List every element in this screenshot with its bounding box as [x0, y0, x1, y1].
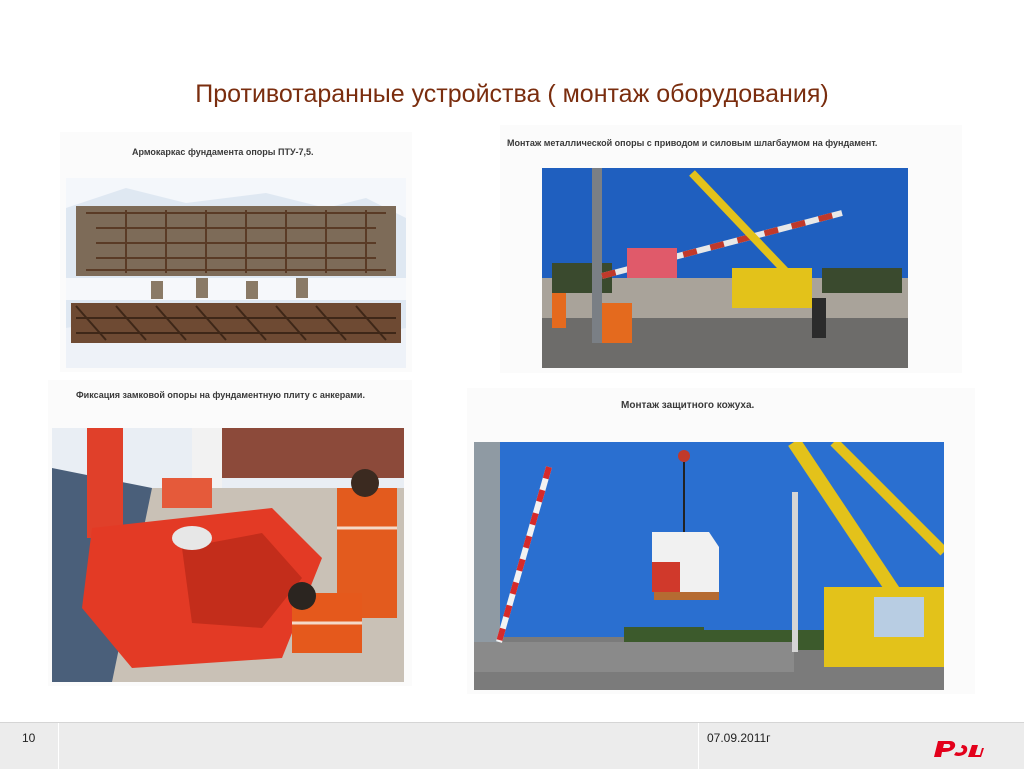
photo-crane-barrier — [542, 168, 908, 368]
page-number: 10 — [22, 731, 36, 745]
photo-protective-casing — [474, 442, 944, 690]
photo-caption-3: Фиксация замковой опоры на фундаментную плиту с анкерами. — [76, 390, 365, 400]
rzd-logo — [928, 735, 992, 766]
slide-date: 07.09.2011г — [707, 731, 771, 745]
photo-rebar-cage — [66, 178, 406, 368]
photo-caption-1: Армокаркас фундамента опоры ПТУ-7,5. — [132, 147, 314, 157]
footer-bar — [0, 722, 1024, 769]
photo-caption-2: Монтаж металлической опоры с приводом и силовым шлагбаумом на фундамент. — [507, 138, 878, 148]
footer-divider-left — [58, 723, 59, 769]
photo-caption-4: Монтаж защитного кожуха. — [621, 400, 755, 411]
photo-lock-post — [52, 428, 404, 682]
slide-title: Противотаранные устройства ( монтаж оборудования) — [195, 80, 829, 108]
footer-divider-right — [698, 723, 699, 769]
